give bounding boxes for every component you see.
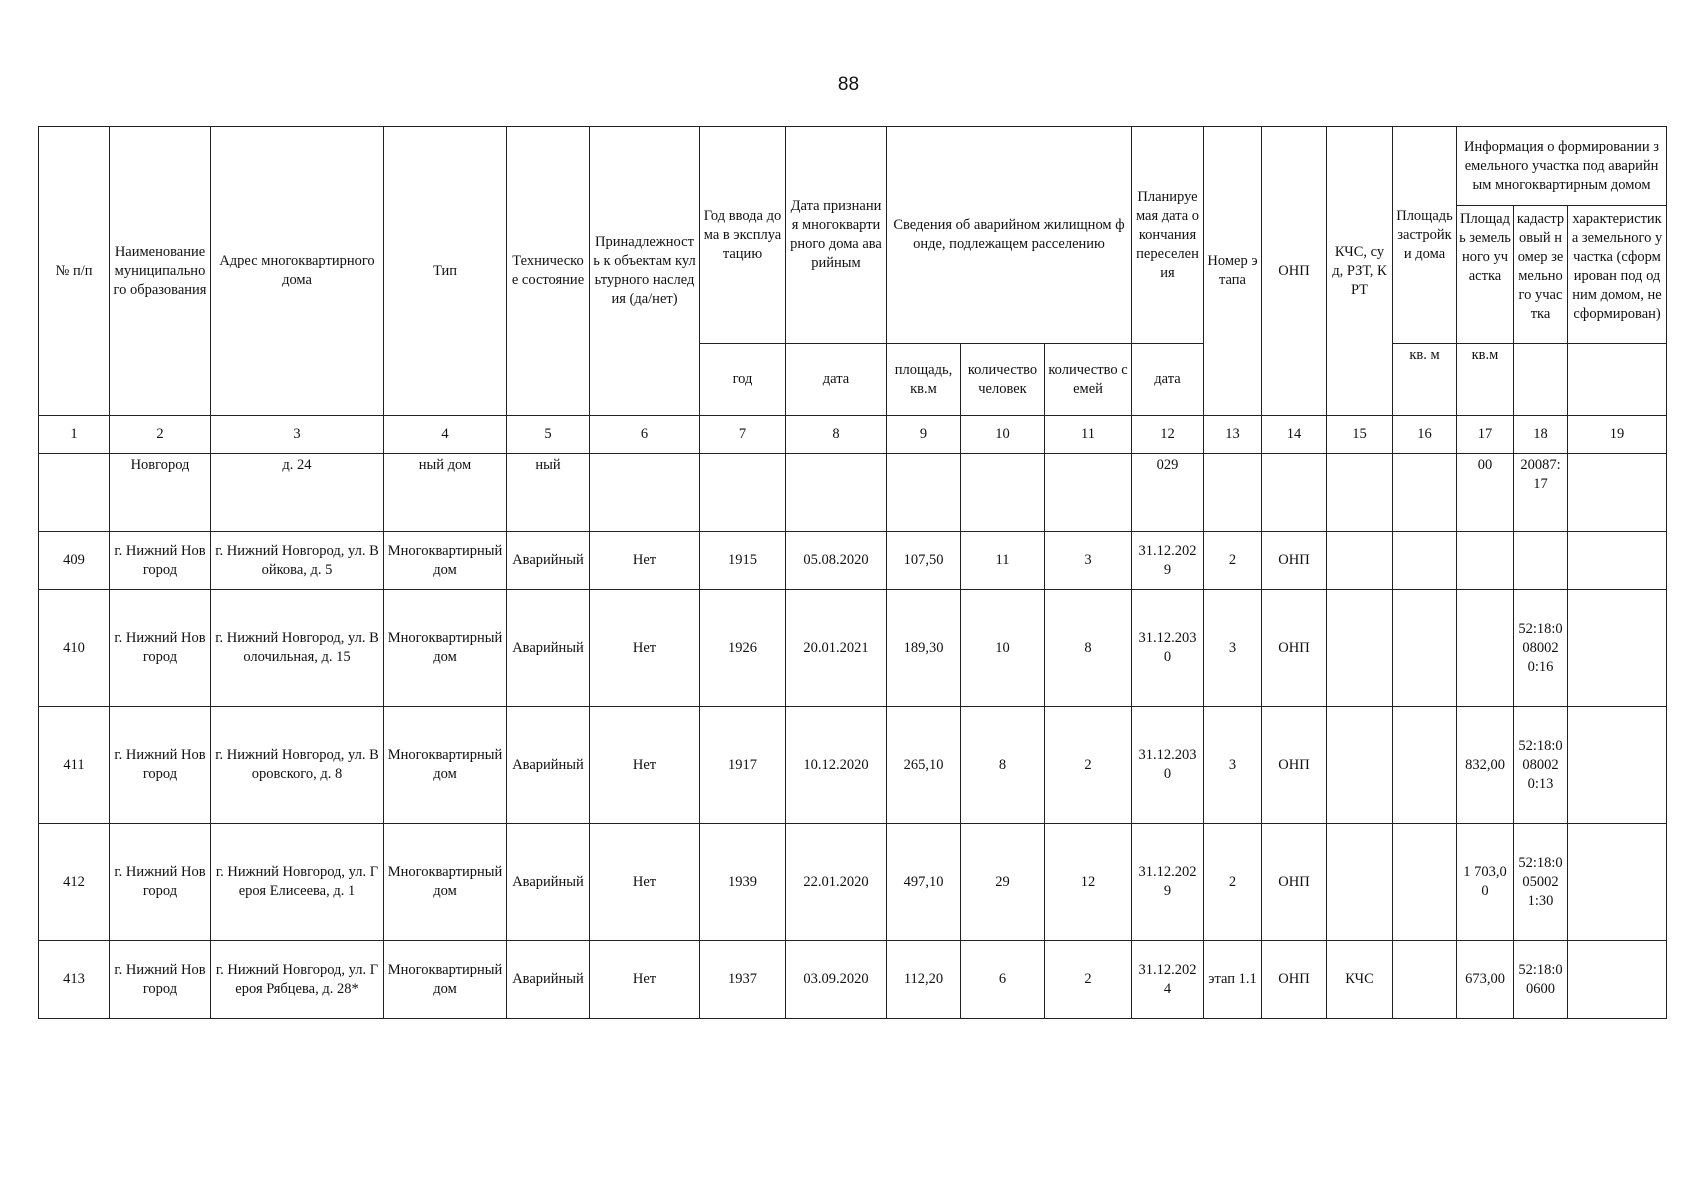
subheader-year: год <box>700 344 786 416</box>
cell-type: Многоквартирный дом <box>384 707 507 824</box>
column-number: 10 <box>961 416 1045 454</box>
table-row <box>39 590 1667 707</box>
cell-built-area <box>1393 824 1457 941</box>
cell-land-char <box>1568 590 1667 707</box>
cell-kchs <box>1327 590 1393 707</box>
page-number: 88 <box>837 74 860 95</box>
column-number: 7 <box>700 416 786 454</box>
subheader-date: дата <box>786 344 887 416</box>
header-families: количество семей <box>1045 344 1132 416</box>
column-number: 5 <box>507 416 590 454</box>
cell-num: 411 <box>39 707 110 824</box>
header-row <box>39 127 1667 344</box>
cell-type: Многоквартирный дом <box>384 590 507 707</box>
cell-cadastral <box>1514 532 1568 590</box>
header-condition: Техническое состояние <box>507 127 590 416</box>
cell-date: 10.12.2020 <box>786 707 887 824</box>
header-land-group <box>1457 127 1667 344</box>
cell-planned: 31.12.2030 <box>1132 707 1204 824</box>
cell-year: 1937 <box>700 941 786 1019</box>
cell-land-area: 673,00 <box>1457 941 1514 1019</box>
cell-area: 112,20 <box>887 941 961 1019</box>
cell-land-area: 832,00 <box>1457 707 1514 824</box>
cell-area: 189,30 <box>887 590 961 707</box>
header-year: Год ввода дома в эксплуатацию <box>700 127 786 344</box>
cell-condition: Аварийный <box>507 532 590 590</box>
cell-heritage <box>590 454 700 532</box>
cell-onp: ОНП <box>1262 707 1327 824</box>
header-cadastral: кадастровый номер земельного участка <box>1514 206 1568 343</box>
cell-municipality: г. Нижний Новгород <box>110 707 211 824</box>
cell-planned: 31.12.2024 <box>1132 941 1204 1019</box>
unit-land-area: кв.м <box>1457 344 1514 416</box>
cell-municipality: г. Нижний Новгород <box>110 532 211 590</box>
cell-built-area <box>1393 707 1457 824</box>
header-recognition-date: Дата признания многоквартирного дома аварийным <box>786 127 887 344</box>
cell-condition: Аварийный <box>507 824 590 941</box>
cell-stage: этап 1.1 <box>1204 941 1262 1019</box>
cell-people: 8 <box>961 707 1045 824</box>
header-planned-date: Планируемая дата окончания переселения <box>1132 127 1204 344</box>
cell-cadastral: 52:18:0080020:16 <box>1514 590 1568 707</box>
cell-type: Многоквартирный дом <box>384 824 507 941</box>
header-people: количество человек <box>961 344 1045 416</box>
cell-year: 1917 <box>700 707 786 824</box>
cell-planned: 31.12.2029 <box>1132 824 1204 941</box>
cell-families: 2 <box>1045 707 1132 824</box>
cell-cadastral: 20087:17 <box>1514 454 1568 532</box>
cell-num <box>39 454 110 532</box>
header-onp: ОНП <box>1262 127 1327 416</box>
cell-built-area <box>1393 941 1457 1019</box>
column-number: 14 <box>1262 416 1327 454</box>
cell-year: 1939 <box>700 824 786 941</box>
header-address: Адрес многоквартирного дома <box>211 127 384 416</box>
cell-land-char <box>1568 824 1667 941</box>
column-number: 18 <box>1514 416 1568 454</box>
column-number: 9 <box>887 416 961 454</box>
cell-people: 29 <box>961 824 1045 941</box>
column-number: 13 <box>1204 416 1262 454</box>
cell-built-area <box>1393 532 1457 590</box>
cell-onp: ОНП <box>1262 590 1327 707</box>
cell-condition: Аварийный <box>507 941 590 1019</box>
cell-condition: ный <box>507 454 590 532</box>
cell-heritage: Нет <box>590 532 700 590</box>
cell-municipality: г. Нижний Новгород <box>110 590 211 707</box>
cell-land-char <box>1568 454 1667 532</box>
cell-condition: Аварийный <box>507 707 590 824</box>
table-row <box>39 707 1667 824</box>
cell-area: 107,50 <box>887 532 961 590</box>
header-type: Тип <box>384 127 507 416</box>
header-kchs: КЧС, суд, РЗТ, КРТ <box>1327 127 1393 416</box>
cell-families: 2 <box>1045 941 1132 1019</box>
cell-area: 265,10 <box>887 707 961 824</box>
cell-stage <box>1204 454 1262 532</box>
cell-built-area <box>1393 590 1457 707</box>
cell-land-char <box>1568 707 1667 824</box>
header-stage: Номер этапа <box>1204 127 1262 416</box>
cell-cadastral: 52:18:0080020:13 <box>1514 707 1568 824</box>
cell-stage: 2 <box>1204 824 1262 941</box>
cell-area <box>887 454 961 532</box>
column-number: 6 <box>590 416 700 454</box>
cell-municipality: г. Нижний Новгород <box>110 941 211 1019</box>
header-num: № п/п <box>39 127 110 416</box>
header-area: площадь, кв.м <box>887 344 961 416</box>
cell-planned: 31.12.2030 <box>1132 590 1204 707</box>
cell-people <box>961 454 1045 532</box>
cell-stage: 3 <box>1204 590 1262 707</box>
cell-land-area: 1 703,00 <box>1457 824 1514 941</box>
cell-address: г. Нижний Новгород, ул. Войкова, д. 5 <box>211 532 384 590</box>
cell-land-area <box>1457 590 1514 707</box>
column-number: 4 <box>384 416 507 454</box>
cell-heritage: Нет <box>590 590 700 707</box>
column-number: 2 <box>110 416 211 454</box>
cell-kchs <box>1327 824 1393 941</box>
cell-address: г. Нижний Новгород, ул. Героя Рябцева, д. 28* <box>211 941 384 1019</box>
cell-families: 12 <box>1045 824 1132 941</box>
column-number: 11 <box>1045 416 1132 454</box>
emergency-housing-table <box>38 126 1667 1019</box>
cell-planned: 029 <box>1132 454 1204 532</box>
cell-families: 3 <box>1045 532 1132 590</box>
cell-stage: 3 <box>1204 707 1262 824</box>
cell-onp: ОНП <box>1262 941 1327 1019</box>
column-number: 16 <box>1393 416 1457 454</box>
cell-year: 1926 <box>700 590 786 707</box>
cell-address: г. Нижний Новгород, ул. Воровского, д. 8 <box>211 707 384 824</box>
cell-type: Многоквартирный дом <box>384 941 507 1019</box>
column-number: 8 <box>786 416 887 454</box>
unit-built-area: кв. м <box>1393 344 1457 416</box>
cell-date: 05.08.2020 <box>786 532 887 590</box>
cell-municipality: г. Нижний Новгород <box>110 824 211 941</box>
header-land-area: Площадь земельного участка <box>1457 206 1514 343</box>
cell-built-area <box>1393 454 1457 532</box>
cell-planned: 31.12.2029 <box>1132 532 1204 590</box>
cell-land-char <box>1568 941 1667 1019</box>
cell-onp: ОНП <box>1262 532 1327 590</box>
cell-num: 412 <box>39 824 110 941</box>
header-land-char: характеристика земельного участка (сформирован под одним домом, не сформирован) <box>1571 211 1663 322</box>
cell-kchs <box>1327 707 1393 824</box>
column-number: 1 <box>39 416 110 454</box>
cell-municipality: Новгород <box>110 454 211 532</box>
cell-address: г. Нижний Новгород, ул. Волочильная, д. 15 <box>211 590 384 707</box>
cell-kchs <box>1327 454 1393 532</box>
subheader-planned-date: дата <box>1132 344 1204 416</box>
cell-people: 11 <box>961 532 1045 590</box>
cell-date <box>786 454 887 532</box>
cell-heritage: Нет <box>590 824 700 941</box>
cell-date: 22.01.2020 <box>786 824 887 941</box>
land-group-title: Информация о формировании земельного участка под аварийным многоквартирным домом <box>1457 127 1666 206</box>
cell-condition: Аварийный <box>507 590 590 707</box>
cell-year: 1915 <box>700 532 786 590</box>
cell-kchs: КЧС <box>1327 941 1393 1019</box>
cell-onp: ОНП <box>1262 824 1327 941</box>
table-row <box>39 824 1667 941</box>
cell-address: г. Нижний Новгород, ул. Героя Елисеева, д. 1 <box>211 824 384 941</box>
cell-onp <box>1262 454 1327 532</box>
subheader-cadastral-continued <box>1514 344 1568 416</box>
cell-land-area <box>1457 532 1514 590</box>
cell-kchs <box>1327 532 1393 590</box>
column-number: 15 <box>1327 416 1393 454</box>
cell-heritage: Нет <box>590 941 700 1019</box>
cell-num: 409 <box>39 532 110 590</box>
cell-families: 8 <box>1045 590 1132 707</box>
cell-stage: 2 <box>1204 532 1262 590</box>
cell-cadastral: 52:18:0050021:30 <box>1514 824 1568 941</box>
header-built-area: Площадь застройки дома <box>1393 127 1457 344</box>
header-heritage: Принадлежность к объектам культурного наследия (да/нет) <box>590 127 700 416</box>
cell-people: 6 <box>961 941 1045 1019</box>
column-number: 17 <box>1457 416 1514 454</box>
cell-type: ный дом <box>384 454 507 532</box>
cell-land-char <box>1568 532 1667 590</box>
column-number: 12 <box>1132 416 1204 454</box>
column-number-row <box>39 416 1667 454</box>
cell-heritage: Нет <box>590 707 700 824</box>
column-number: 19 <box>1568 416 1667 454</box>
cell-date: 03.09.2020 <box>786 941 887 1019</box>
cell-num: 410 <box>39 590 110 707</box>
table-row <box>39 532 1667 590</box>
cell-num: 413 <box>39 941 110 1019</box>
cell-cadastral: 52:18:00600 <box>1514 941 1568 1019</box>
header-emergency-group: Сведения об аварийном жилищном фонде, подлежащем расселению <box>887 127 1132 344</box>
table-row <box>39 941 1667 1019</box>
column-number: 3 <box>211 416 384 454</box>
cell-type: Многоквартирный дом <box>384 532 507 590</box>
table-row <box>39 454 1667 532</box>
cell-land-area: 00 <box>1457 454 1514 532</box>
subheader-land-char-continued <box>1568 344 1667 416</box>
cell-area: 497,10 <box>887 824 961 941</box>
cell-address: д. 24 <box>211 454 384 532</box>
cell-families <box>1045 454 1132 532</box>
cell-people: 10 <box>961 590 1045 707</box>
header-municipality: Наименование муниципального образования <box>110 127 211 416</box>
cell-date: 20.01.2021 <box>786 590 887 707</box>
cell-year <box>700 454 786 532</box>
